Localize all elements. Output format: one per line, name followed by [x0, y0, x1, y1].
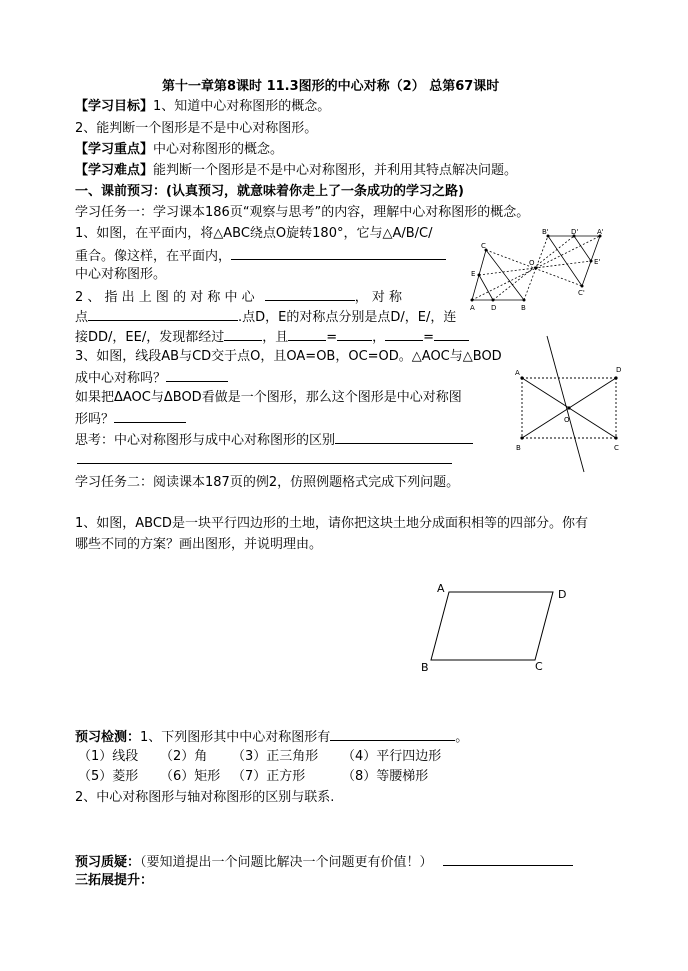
q2-line-a-end: ， 对 称 [354, 290, 403, 305]
focus-label: 【学习重点】 [75, 142, 154, 157]
focus-line [75, 141, 283, 159]
think-blank-line-2[interactable] [77, 450, 452, 464]
think-text: 思考：中心对称图形与成中心对称图形的区别 [75, 433, 336, 448]
check-line-1 [75, 727, 468, 747]
q3-line-c: 如果把ΔAOC与ΔBOD看做是一个图形，那么这个图形是中心对称图 [75, 390, 462, 405]
q3-line-b [75, 368, 228, 388]
q1-line-a: 1、如图，在平面内，将△ABC绕点O旋转180°，它与△A/B/C/ [75, 226, 433, 241]
fig3-label-a: A [437, 582, 445, 595]
check-q1: 1、下列图形其中中心对称图形有 [140, 730, 331, 745]
check-q2: 2、中心对称图形与轴对称图形的区别与联系. [75, 790, 335, 805]
q3-line-a: 3、如图，线段AB与CD交于点O，且OA=OB，OC=OD。△AOC与△BOD [75, 349, 502, 364]
q2-line-c-text: 接DD/，EE/，发现都经过 [75, 330, 225, 345]
think-blank[interactable] [335, 430, 473, 444]
q2-eq2-right-blank[interactable] [434, 327, 469, 341]
q1-line-b [75, 246, 446, 266]
task2: 学习任务二：阅读课本187页的例2，仿照例题格式完成下列问题。 [75, 475, 460, 490]
q2-eq2-left-blank[interactable] [385, 327, 423, 341]
objective-item-2: 2、能判断一个图形是不是中心对称图形。 [75, 121, 318, 136]
figure-rectangle-diagonals [512, 330, 622, 475]
segment-e'd' [574, 236, 591, 261]
q2-comma: ， [372, 330, 386, 345]
fig2-label-c: C [614, 444, 619, 452]
difficulty-label: 【学习难点】 [75, 163, 154, 178]
q1-line-c: 中心对称图形。 [75, 267, 167, 282]
q2-eq2: = [423, 330, 435, 345]
option-4: （4）平行四边形 [342, 749, 442, 764]
options-row-1 [78, 748, 441, 766]
difficulty-text: 能判断一个图形是不是中心对称图形，并利用其特点解决问题。 [153, 163, 518, 178]
fig2-label-a: A [515, 369, 520, 377]
q1-line-b-text: 重合。像这样，在平面内， [75, 249, 232, 264]
parallelogram-abcd [431, 592, 553, 660]
q3-blank-1[interactable] [166, 368, 228, 382]
q3-line-b-text: 成中心对称吗？ [75, 371, 167, 386]
option-2: （2）角 [160, 749, 208, 764]
q1-blank[interactable] [231, 246, 446, 260]
check-label: 预习检测： [75, 730, 141, 745]
fig3-label-c: C [535, 660, 543, 673]
option-3: （3）正三角形 [232, 749, 319, 764]
q2-center-blank[interactable] [265, 287, 355, 301]
page-title: 第十一章第8课时 11.3图形的中心对称（2） 总第67课时 [162, 79, 500, 94]
line-l [547, 336, 584, 472]
option-5: （5）菱形 [78, 769, 139, 784]
question-text: （要知道提出一个问题比解决一个问题更有价值！） [140, 855, 433, 870]
q2-line-a-text: 2 、 指 出 上 图 的 对 称 中 心 [75, 290, 255, 305]
section1-heading: 一、课前预习：(认真预习，就意味着你走上了一条成功的学习之路) [75, 184, 464, 199]
q2-line-b-text: .点D，E的对称点分别是点D/，E/，连 [238, 310, 457, 325]
fig3-label-d: D [558, 588, 567, 601]
check-q1-blank[interactable] [330, 727, 455, 741]
think-line [75, 430, 473, 450]
figure-rotation-triangles [460, 224, 620, 314]
fig1-label-a: A [470, 304, 475, 312]
options-row-2 [78, 768, 428, 786]
fig1-label-b: B [521, 304, 526, 312]
objective-item-1: 1、知道中心对称图形的概念。 [153, 99, 331, 114]
focus-text: 中心对称图形的概念。 [153, 142, 284, 157]
fig3-label-b: B [421, 661, 429, 674]
q2-line-b [75, 307, 456, 327]
option-6: （6）矩形 [160, 769, 221, 784]
fig1-label-d': D' [571, 228, 579, 236]
fig1-label-a': A' [597, 228, 604, 236]
fig1-label-d: D [491, 304, 497, 312]
question-blank[interactable] [443, 852, 573, 866]
q2-eq1-right-blank[interactable] [337, 327, 372, 341]
q2-eq1: = [326, 330, 338, 345]
q2-line-b-start: 点 [75, 310, 89, 325]
fig2-label-b: B [516, 444, 521, 452]
q2-line-c-and: ，且 [262, 330, 289, 345]
dashed-dd' [493, 236, 574, 300]
segment-ed [479, 275, 493, 300]
q2-pass-blank[interactable] [224, 327, 262, 341]
fig1-label-c: C [481, 242, 486, 250]
problem1-line-a: 1、如图，ABCD是一块平行四边形的土地，请你把这块土地分成面积相等的四部分。你有 [75, 516, 588, 531]
fig2-label-d: D [616, 366, 622, 374]
q3-blank-2[interactable] [114, 409, 186, 423]
objectives-line-1 [75, 98, 330, 116]
option-7: （7）正方形 [232, 769, 306, 784]
fig1-label-e: E [471, 270, 476, 278]
difficulty-line [75, 162, 517, 180]
fig1-label-c': C' [578, 289, 585, 297]
fig1-label-e': E' [594, 258, 601, 266]
fig2-label-o: O [564, 416, 570, 424]
fig1-label-b': B' [542, 228, 549, 236]
q2-eq1-left-blank[interactable] [288, 327, 326, 341]
task1: 学习任务一：学习课本186页“观察与思考”的内容，理解中心对称图形的概念。 [75, 205, 530, 220]
check-q1-end: 。 [455, 730, 469, 745]
question-label: 预习质疑： [75, 855, 141, 870]
fig1-label-o: O [529, 259, 535, 267]
q2-point-blank[interactable] [88, 307, 238, 321]
q2-line-a [75, 287, 402, 307]
option-1: （1）线段 [78, 749, 139, 764]
q2-line-c [75, 327, 469, 347]
q3-line-d-text: 形吗？ [75, 412, 115, 427]
extension-label: 三拓展提升： [75, 873, 154, 888]
figure-parallelogram [415, 580, 580, 675]
objectives-label: 【学习目标】 [75, 99, 154, 114]
question-line [75, 852, 573, 872]
q3-line-d [75, 409, 186, 429]
problem1-line-b: 哪些不同的方案？画出图形，并说明理由。 [75, 537, 323, 552]
option-8: （8）等腰梯形 [342, 769, 429, 784]
